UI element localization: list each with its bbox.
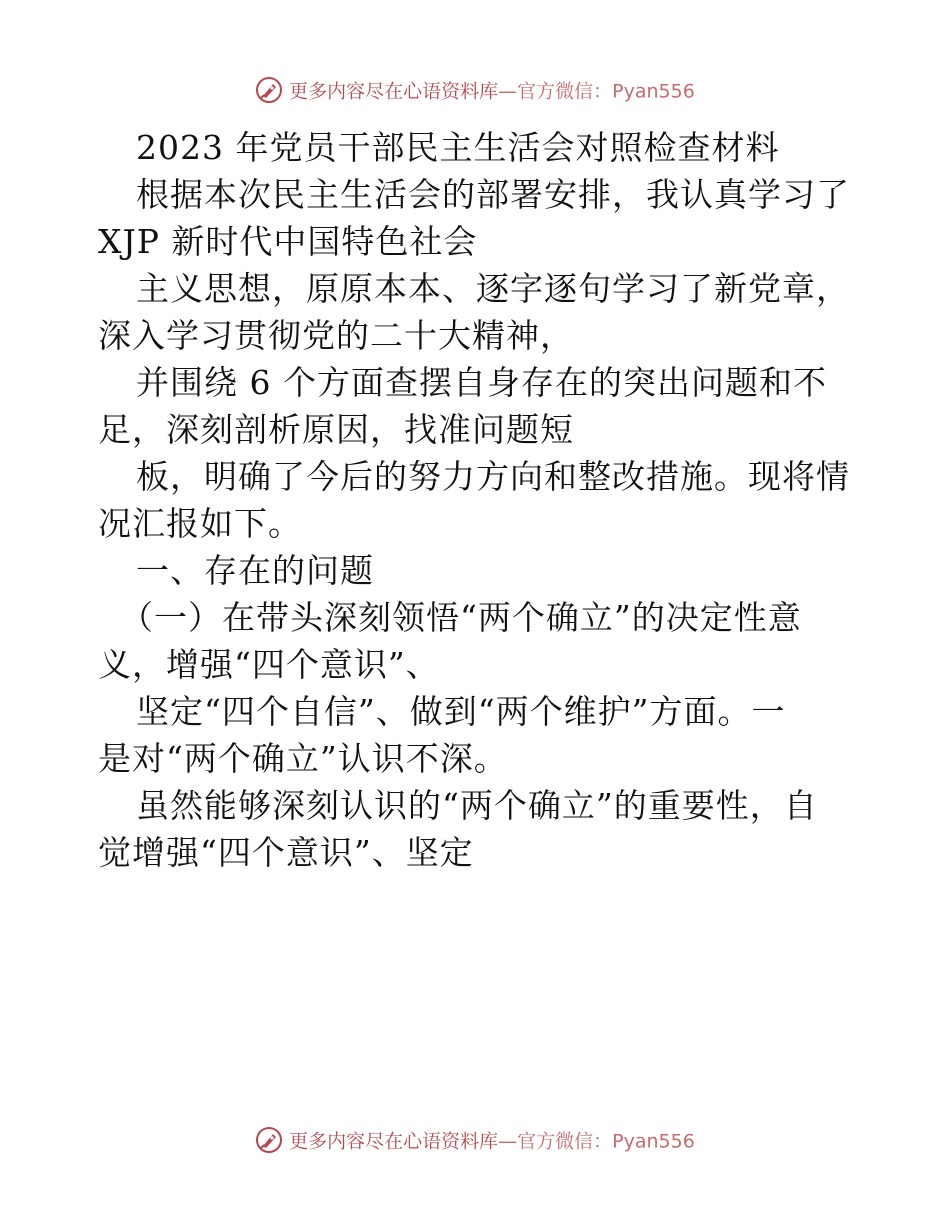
document-body (98, 124, 858, 876)
paragraph-line: 深入学习贯彻党的二十大精神， (98, 316, 574, 355)
subsection-heading: （一）在带头深刻领悟“两个确立”的决定性意 (120, 598, 802, 637)
paragraph-line: 并围绕 6 个方面查摆自身存在的突出问题和不 (136, 363, 827, 402)
paragraph-line: 根据本次民主生活会的部署安排，我认真学习了 (136, 175, 850, 214)
fountain-pen-logo-icon (255, 76, 283, 104)
watermark-text: 更多内容尽在心语资料库 (289, 1130, 499, 1153)
section-heading: 一、存在的问题 (136, 551, 374, 590)
footer-watermark (0, 1126, 950, 1154)
paragraph-line: 板，明确了今后的努力方向和整改措施。现将情 (136, 457, 850, 496)
paragraph-line: 觉增强“四个意识”、坚定 (98, 833, 474, 872)
header-watermark (0, 76, 950, 104)
paragraph-line: 义，增强“四个意识”、 (98, 645, 440, 684)
paragraph-line: 况汇报如下。 (98, 504, 302, 543)
watermark-wechat: —官方微信：Pyan556 (498, 80, 695, 103)
paragraph-line: XJP 新时代中国特色社会 (98, 222, 478, 261)
watermark-wechat: —官方微信：Pyan556 (498, 1130, 695, 1153)
watermark-text: 更多内容尽在心语资料库 (289, 80, 499, 103)
paragraph-line: 主义思想，原原本本、逐字逐句学习了新党章， (136, 269, 850, 308)
paragraph-line: 虽然能够深刻认识的“两个确立”的重要性，自 (136, 786, 818, 825)
paragraph-line: 足，深刻剖析原因，找准问题短 (98, 410, 574, 449)
paragraph-line: 是对“两个确立”认识不深。 (98, 739, 508, 778)
document-title: 2023 年党员干部民主生活会对照检查材料 (136, 128, 780, 167)
fountain-pen-logo-icon (255, 1126, 283, 1154)
paragraph-line: 坚定“四个自信”、做到“两个维护”方面。一 (136, 692, 786, 731)
